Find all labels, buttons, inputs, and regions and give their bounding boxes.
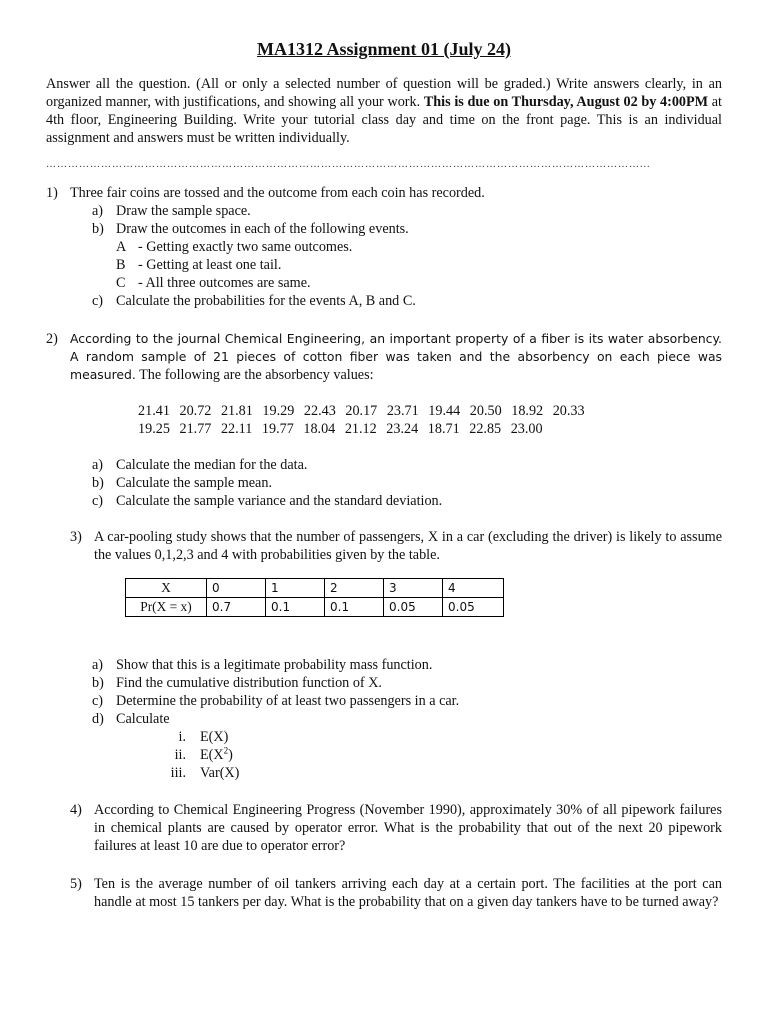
sub-label: b) (92, 475, 104, 491)
question-text (70, 330, 722, 384)
table-cell: Pr(X = x) (126, 598, 207, 617)
table-cell: 0.1 (266, 598, 325, 617)
roman-label: iii. (170, 765, 186, 781)
sub-question-c (92, 492, 722, 510)
event-text: - Getting at least one tail. (138, 257, 282, 273)
sub-text: Calculate the median for the data. (116, 457, 308, 473)
table-cell: 2 (325, 579, 384, 598)
sub-label: c) (92, 693, 104, 709)
sub-question-d (92, 710, 722, 728)
event-b (116, 256, 722, 274)
sub-question-a (92, 202, 722, 220)
question-text: A car-pooling study shows that the number of passengers, X in a car (excluding the driver) is likely to assume the values 0,1,2,3 and 4 with probabilities given by the table. (94, 529, 722, 563)
sub-label: a) (92, 203, 104, 219)
sub-text: Show that this is a legitimate probability mass function. (116, 657, 433, 673)
superscript: 2 (223, 745, 229, 756)
sub-question-a (92, 656, 722, 674)
event-a (116, 238, 722, 256)
table-cell: X (126, 579, 207, 598)
sub-question-c (92, 692, 722, 710)
event-label: B (116, 257, 126, 273)
table-cell: 0 (207, 579, 266, 598)
sub-text: Calculate the sample mean. (116, 475, 273, 491)
sub-text: Draw the outcomes in each of the following events. (116, 221, 409, 237)
question-5 (70, 875, 722, 911)
question-number: 2) (46, 331, 58, 347)
sub-text: Calculate (116, 711, 170, 727)
question-text-serif: The following are the absorbency values: (139, 367, 374, 383)
event-text: - Getting exactly two same outcomes. (138, 239, 353, 255)
roman-label: i. (178, 729, 186, 745)
sub-text: Determine the probability of at least two passengers in a car. (116, 693, 460, 709)
instructions-text-1: Answer all the question. (All or only a selected number of question will be graded.) Write answers clearly, in an organized manner, with justifications, and showing all your work. (46, 76, 722, 110)
question-number: 4) (70, 802, 82, 818)
roman-text: E(X) (200, 729, 229, 745)
table-cell: 3 (384, 579, 443, 598)
sub-label: b) (92, 675, 104, 691)
roman-item-ii (138, 746, 722, 764)
pmf-table (125, 578, 504, 617)
event-text: - All three outcomes are same. (138, 275, 311, 291)
instructions-paragraph (46, 75, 722, 147)
roman-text-after: ) (228, 747, 233, 763)
question-2 (46, 330, 722, 510)
question-1 (46, 184, 722, 310)
question-text: Three fair coins are tossed and the outcome from each coin has recorded. (70, 185, 485, 201)
sub-question-a (92, 456, 722, 474)
sub-text: Calculate the sample variance and the standard deviation. (116, 493, 443, 509)
roman-text-main: E(X (200, 747, 224, 763)
question-3-parts (46, 656, 722, 782)
question-number: 5) (70, 876, 82, 892)
roman-label: ii. (174, 747, 186, 763)
sub-question-b (92, 220, 722, 238)
sub-text: Find the cumulative distribution function of X. (116, 675, 382, 691)
roman-text (200, 746, 233, 764)
data-row-2: 19.25 21.77 22.11 19.77 18.04 21.12 23.24 18.71 22.85 23.00 (138, 421, 543, 437)
data-row-1: 21.41 20.72 21.81 19.29 22.43 20.17 23.71 19.44 20.50 18.92 20.33 (138, 403, 585, 419)
question-text-sans: According to the journal Chemical Engineering, an important property of a fiber is its water absorbency. A random sample of 21 pieces of cotton fiber was taken and the absorbency on each piece was measured. (70, 331, 722, 382)
due-date-text: This is due on Thursday, August 02 by 4:00PM (423, 94, 709, 110)
sub-label: d) (92, 711, 104, 727)
table-cell: 1 (266, 579, 325, 598)
table-row (126, 598, 504, 617)
roman-item-i (138, 728, 722, 746)
table-cell: 0.05 (443, 598, 504, 617)
sub-label: b) (92, 221, 104, 237)
sub-question-b (92, 674, 722, 692)
page-title: MA1312 Assignment 01 (July 24) (256, 39, 511, 59)
question-text: According to Chemical Engineering Progress (November 1990), approximately 30% of all pipework failures in chemical plants are caused by operator error. What is the probability that out of the next 20 pipework failures at least 10 are due to operator error? (94, 802, 722, 854)
sub-question-b (92, 474, 722, 492)
sub-label: a) (92, 657, 104, 673)
table-cell: 0.7 (207, 598, 266, 617)
table-cell: 0.05 (384, 598, 443, 617)
instructions-text-2: at 4th floor, Engineering Building. Write your tutorial class day and time on the front page. This is an individual assignment and answers must be written individually. (46, 94, 722, 146)
roman-item-iii (138, 764, 722, 782)
roman-text: Var(X) (200, 765, 240, 781)
sub-question-c (92, 292, 722, 310)
absorbency-data (138, 402, 722, 438)
table-cell: 4 (443, 579, 504, 598)
sub-label: a) (92, 457, 104, 473)
question-number: 3) (70, 529, 82, 545)
sub-text: Calculate the probabilities for the events A, B and C. (116, 293, 416, 309)
event-label: A (116, 239, 127, 255)
table-cell: 0.1 (325, 598, 384, 617)
event-c (116, 274, 722, 292)
table-header-row (126, 579, 504, 598)
sub-label: c) (92, 293, 104, 309)
sub-label: c) (92, 493, 104, 509)
sub-text: Draw the sample space. (116, 203, 251, 219)
event-label: C (116, 275, 126, 291)
dotted-separator: ………………………………………………………………………………………………………………………………………………... (46, 159, 651, 168)
question-number: 1) (46, 185, 58, 201)
question-3 (70, 528, 722, 617)
question-text: Ten is the average number of oil tankers arriving each day at a certain port. The facilities at the port can handle at most 15 tankers per day. What is the probability that on a given day tankers have to be turned away? (94, 876, 722, 910)
question-4 (70, 801, 722, 855)
